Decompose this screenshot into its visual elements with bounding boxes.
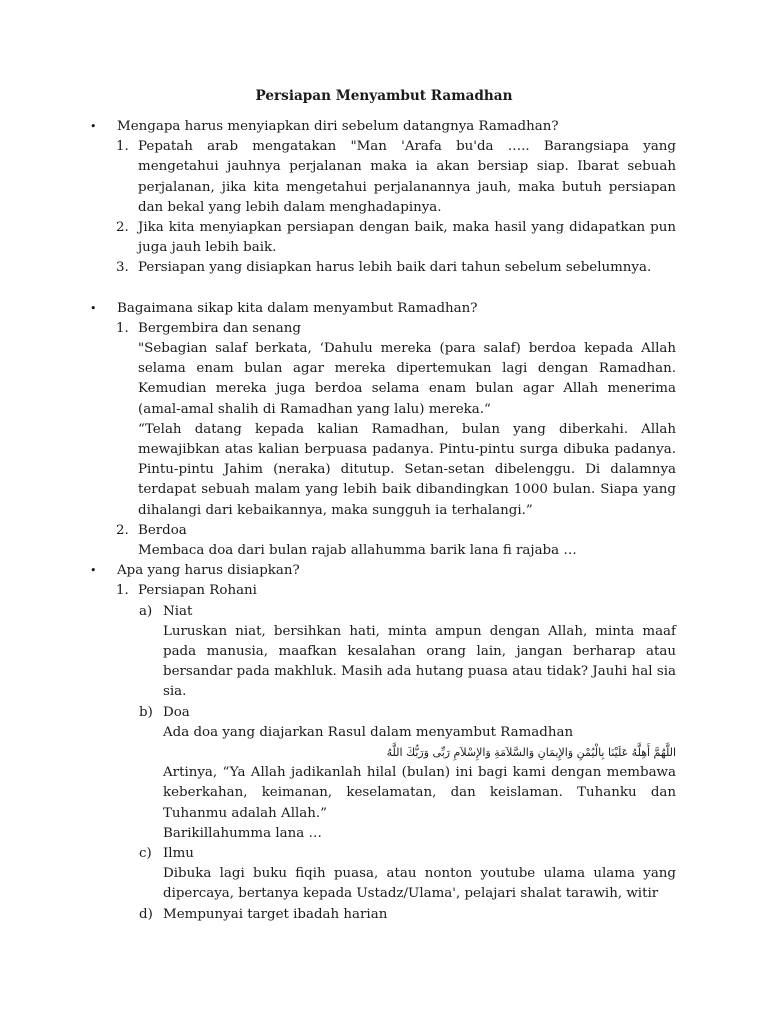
document-body [90, 117, 676, 925]
paragraph-gap [90, 279, 676, 299]
sub-list-item [90, 905, 676, 925]
list-item [90, 521, 676, 541]
list-number: 3. [116, 260, 129, 276]
sub-list-label: Ilmu [163, 845, 194, 861]
sub-list-label: Niat [163, 603, 193, 619]
list-item-text: Persiapan yang disiapkan harus lebih baik dari tahun sebelum sebelumnya. [138, 260, 652, 276]
bullet-icon: • [90, 301, 97, 315]
list-number: 1. [116, 320, 129, 336]
list-item-text: Persiapan Rohani [138, 583, 257, 599]
section-heading: Bagaimana sikap kita dalam menyambut Ramadhan? [117, 300, 478, 316]
section-heading: Mengapa harus menyiapkan diri sebelum datangnya Ramadhan? [117, 119, 559, 134]
list-item-text: Berdoa [138, 522, 187, 538]
sub-list-item [90, 844, 676, 864]
prayer-closing: Barikillahumma lana … [163, 825, 322, 841]
list-item [90, 218, 676, 258]
list-item [90, 137, 676, 218]
sub-list-body: Luruskan niat, bersihkan hati, minta ampun dengan Allah, minta maaf pada manusia, maafkan kesalahan orang lain, jangan berharap atau bersandar pada makhluk. Masih ada hutang puasa atau tidak? Jauhi hal sia sia. [163, 623, 676, 700]
sub-list-body: Dibuka lagi buku fiqih puasa, atau nonton youtube ulama ulama yang dipercaya, bertanya kepada Ustadz/Ulama', pelajari shalat tarawih, witir [163, 866, 676, 902]
list-number: 2. [116, 522, 129, 538]
list-item-detail: Membaca doa dari bulan rajab allahumma barik lana fi rajaba … [138, 543, 577, 559]
arabic-prayer: اللَّهُمَّ أَهِلَّهُ عَلَيْنَا بِالْيُمْنِ وَالإِيمَانِ وَالسَّلاَمَةِ وَالإِسْلاَمِ رَبِّى وَرَبُّكَ اللَّهُ [386, 746, 676, 760]
bullet-icon: • [90, 120, 97, 133]
section-attitude [90, 299, 676, 319]
list-item [90, 258, 676, 278]
sub-list-letter: d) [139, 906, 153, 922]
list-item [90, 319, 676, 339]
sub-list-body: Ada doa yang diajarkan Rasul dalam menyambut Ramadhan [163, 724, 574, 740]
sub-list-item [90, 703, 676, 723]
section-what-to-prepare [90, 561, 676, 581]
list-number: 2. [116, 220, 129, 236]
list-item [90, 581, 676, 601]
sub-list-item [90, 602, 676, 622]
sub-list-label: Mempunyai target ibadah harian [163, 906, 388, 922]
sub-list-letter: a) [139, 603, 153, 619]
section-why-prepare [90, 117, 676, 137]
list-item-text: Jika kita menyiapkan persiapan dengan baik, maka hasil yang didapatkan pun juga jauh lebih baik. [138, 220, 676, 256]
list-number: 1. [116, 139, 129, 155]
sub-list-letter: b) [139, 704, 153, 720]
list-item-text: Pepatah arab mengatakan "Man 'Arafa bu'da ….. Barangsiapa yang mengetahui jauhnya perjalanan maka ia akan bersiap siap. Ibarat sebuah perjalanan, jika kita mengetahui perjalanannya jauh, maka butuh persiapan dan bekal yang lebih dalam menghadapinya. [138, 139, 676, 215]
section-heading: Apa yang harus disiapkan? [117, 563, 300, 579]
quote-salaf: "Sebagian salaf berkata, ‘Dahulu mereka (para salaf) berdoa kepada Allah selama enam bulan agar mereka dipertemukan lagi dengan Ramadhan. Kemudian mereka juga berdoa selama enam bulan agar Allah menerima (amal-amal shalih di Ramadhan yang lalu) mereka.“ [138, 341, 676, 417]
sub-list-letter: c) [139, 845, 152, 861]
sub-list-label: Doa [163, 704, 190, 720]
document-title: Persiapan Menyambut Ramadhan [255, 88, 513, 104]
list-number: 1. [116, 583, 129, 599]
quote-hadith: “Telah datang kepada kalian Ramadhan, bulan yang diberkahi. Allah mewajibkan atas kalian berpuasa padanya. Pintu-pintu surga dibuka padanya. Pintu-pintu Jahim (neraka) ditutup. Setan-setan dibelenggu. Di dalamnya terdapat sebuah malam yang lebih baik dibandingkan 1000 bulan. Siapa yang dihalangi dari kebaikannya, maka sungguh ia terhalangi.” [138, 421, 676, 518]
prayer-translation: Artinya, “Ya Allah jadikanlah hilal (bulan) ini bagi kami dengan membawa keberkahan, keimanan, keselamatan, dan keislaman. Tuhanku dan Tuhanmu adalah Allah.” [163, 765, 676, 821]
list-item-text: Bergembira dan senang [138, 320, 301, 336]
bullet-icon: • [90, 564, 97, 578]
